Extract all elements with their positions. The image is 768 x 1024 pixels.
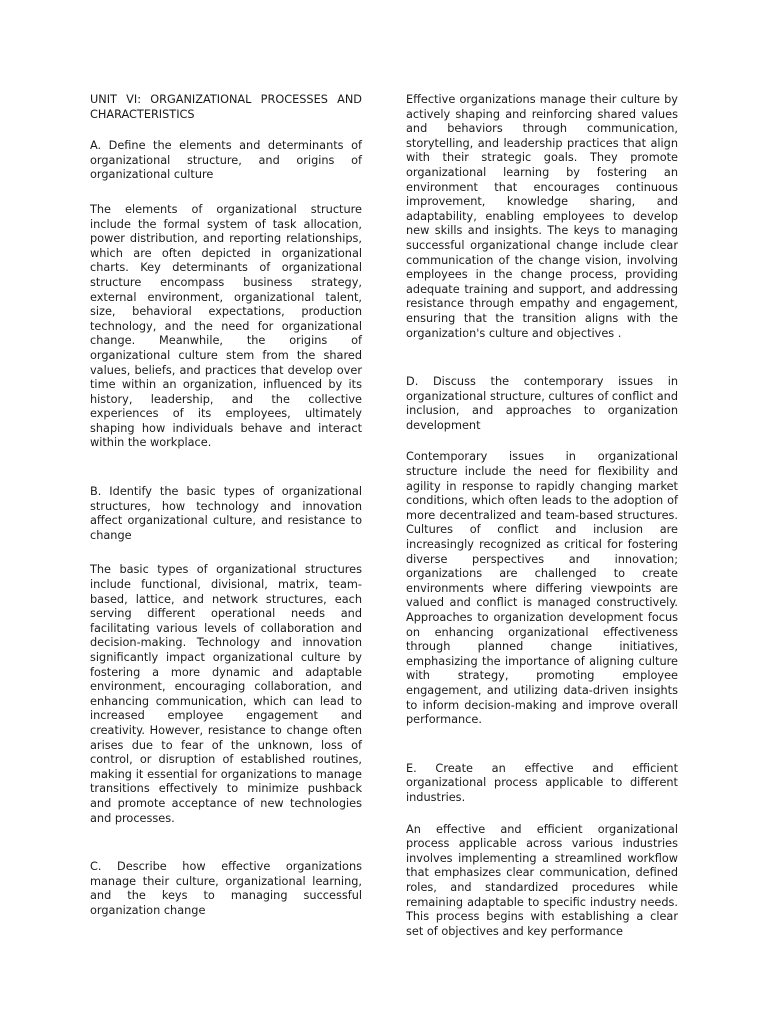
section-c-answer: Effective organizations manage their culture by actively shaping and reinforcing shared values and behaviors through communication, storytelling, and leadership practices that align with their strategic goals. They promote organizational learning by fostering an environment that encourages continuous improvement, knowledge sharing, and adaptability, enabling employees to develop new skills and insights. The keys to managing successful organizational change include clear communication of the change vision, involving employees in the change process, providing adequate training and support, and addressing resistance through empathy and engagement, ensuring that the transition aligns with the organization's culture and objectives . [406,93,678,340]
unit-title: UNIT VI: ORGANIZATIONAL PROCESSES AND CHARACTERISTICS [90,93,362,121]
section-d-question: D. Discuss the contemporary issues in organizational structure, cultures of conflict and inclusion, and approaches to organization development [406,375,678,432]
section-a-question: A. Define the elements and determinants of organizational structure, and origins of organizational culture [90,139,362,182]
section-c-question: C. Describe how effective organizations manage their culture, organizational learning, and the keys to managing successful organization change [90,860,362,917]
section-b-answer: The basic types of organizational structures include functional, divisional, matrix, team-based, lattice, and network structures, each serving different operational needs and facilitating various levels of collaboration and decision-making. Technology and innovation significantly impact organizational culture by fostering a more dynamic and adaptable environment, encouraging collaboration, and enhancing communication, which can lead to increased employee engagement and creativity. However, resistance to change often arises due to fear of the unknown, loss of control, or disruption of established routines, making it essential for organizations to manage transitions effectively to minimize pushback and promote acceptance of new technologies and processes. [90,563,362,825]
left-column [90,93,362,919]
section-e-question: E. Create an effective and efficient organizational process applicable to different industries. [406,761,678,804]
section-a-answer: The elements of organizational structure include the formal system of task allocation, power distribution, and reporting relationships, which are often depicted in organizational charts. Key determinants of organizational structure encompass business strategy, external environment, organizational talent, size, behavioral expectations, production technology, and the need for organizational change. Meanwhile, the origins of organizational culture stem from the shared values, beliefs, and practices that develop over time within an organization, influenced by its history, leadership, and the collective experiences of its employees, ultimately shaping how individuals behave and interact within the workplace. [90,202,362,450]
section-d-answer: Contemporary issues in organizational structure include the need for flexibility and agility in response to rapidly changing market conditions, which often leads to the adoption of more decentralized and team-based structures. Cultures of conflict and inclusion are increasingly recognized as critical for fostering diverse perspectives and innovation; organizations are challenged to create environments where differing viewpoints are valued and conflict is managed constructively. Approaches to organization development focus on enhancing organizational effectiveness through planned change initiatives, emphasizing the importance of aligning culture with strategy, promoting employee engagement, and utilizing data-driven insights to inform decision-making and improve overall performance. [406,450,678,727]
section-b-question: B. Identify the basic types of organizational structures, how technology and innovation affect organizational culture, and resistance to change [90,485,362,542]
right-column [406,93,678,939]
section-e-answer: An effective and efficient organizational process applicable across various industries involves implementing a streamlined workflow that emphasizes clear communication, defined roles, and standardized procedures while remaining adaptable to specific industry needs. This process begins with establishing a clear set of objectives and key performance [406,822,678,938]
